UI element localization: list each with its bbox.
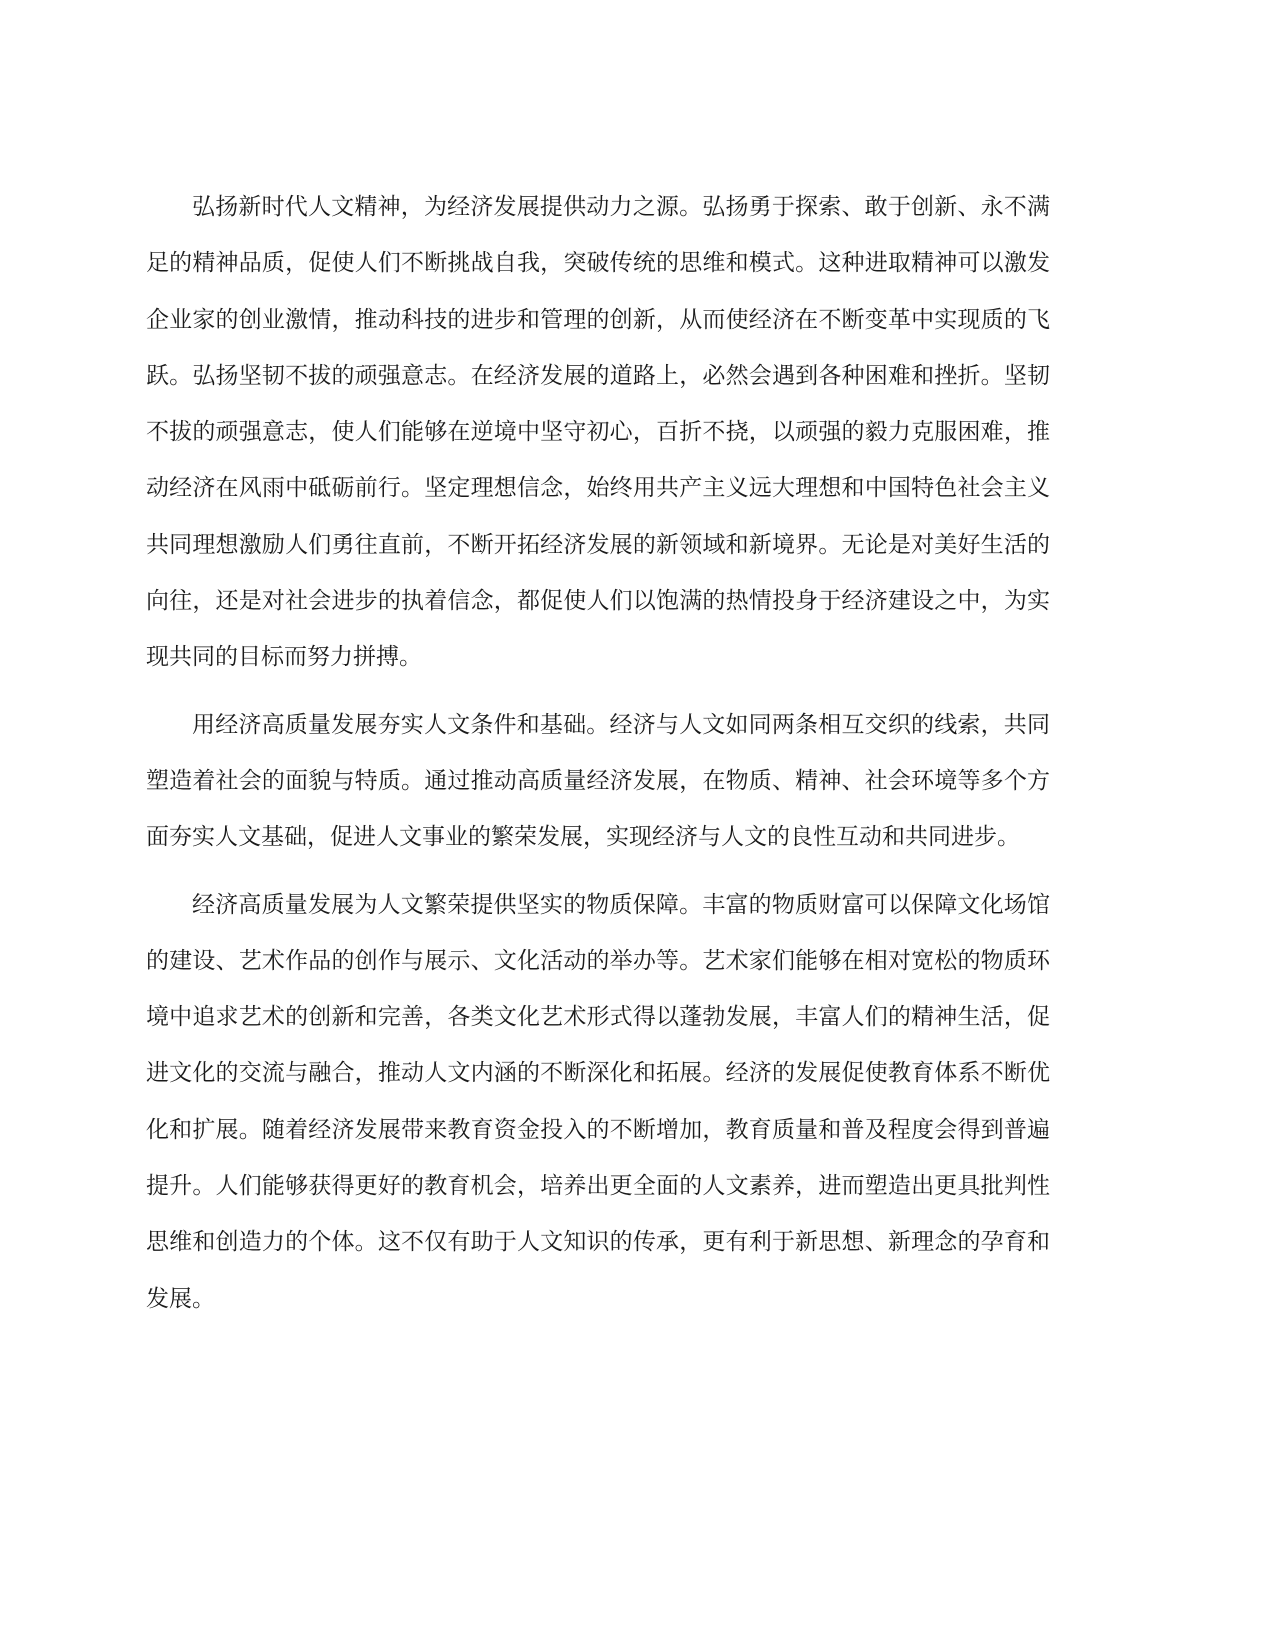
paragraph-economic-foundation: 用经济高质量发展夯实人文条件和基础。经济与人文如同两条相互交织的线索，共同塑造着社会的面貌与特质。通过推动高质量经济发展，在物质、精神、社会环境等多个方面夯实人文基础，促进人文事业的繁荣发展，实现经济与人文的良性互动和共同进步。 [146,711,1050,851]
document-body [146,179,1050,1327]
paragraph-material-guarantee: 经济高质量发展为人文繁荣提供坚实的物质保障。丰富的物质财富可以保障文化场馆的建设、艺术作品的创作与展示、文化活动的举办等。艺术家们能够在相对宽松的物质环境中追求艺术的创新和完善，各类文化艺术形式得以蓬勃发展，丰富人们的精神生活，促进文化的交流与融合，推动人文内涵的不断深化和拓展。经济的发展促使教育体系不断优化和扩展。随着经济发展带来教育资金投入的不断增加，教育质量和普及程度会得到普遍提升。人们能够获得更好的教育机会，培养出更全面的人文素养，进而塑造出更具批判性思维和创造力的个体。这不仅有助于人文知识的传承，更有利于新思想、新理念的孕育和发展。 [146,891,1050,1312]
paragraph-humanistic-spirit: 弘扬新时代人文精神，为经济发展提供动力之源。弘扬勇于探索、敢于创新、永不满足的精神品质，促使人们不断挑战自我，突破传统的思维和模式。这种进取精神可以激发企业家的创业激情，推动科技的进步和管理的创新，从而使经济在不断变革中实现质的飞跃。弘扬坚韧不拔的顽强意志。在经济发展的道路上，必然会遇到各种困难和挫折。坚韧不拔的顽强意志，使人们能够在逆境中坚守初心，百折不挠，以顽强的毅力克服困难，推动经济在风雨中砥砺前行。坚定理想信念，始终用共产主义远大理想和中国特色社会主义共同理想激励人们勇往直前，不断开拓经济发展的新领域和新境界。无论是对美好生活的向往，还是对社会进步的执着信念，都促使人们以饱满的热情投身于经济建设之中，为实现共同的目标而努力拼搏。 [146,194,1050,671]
